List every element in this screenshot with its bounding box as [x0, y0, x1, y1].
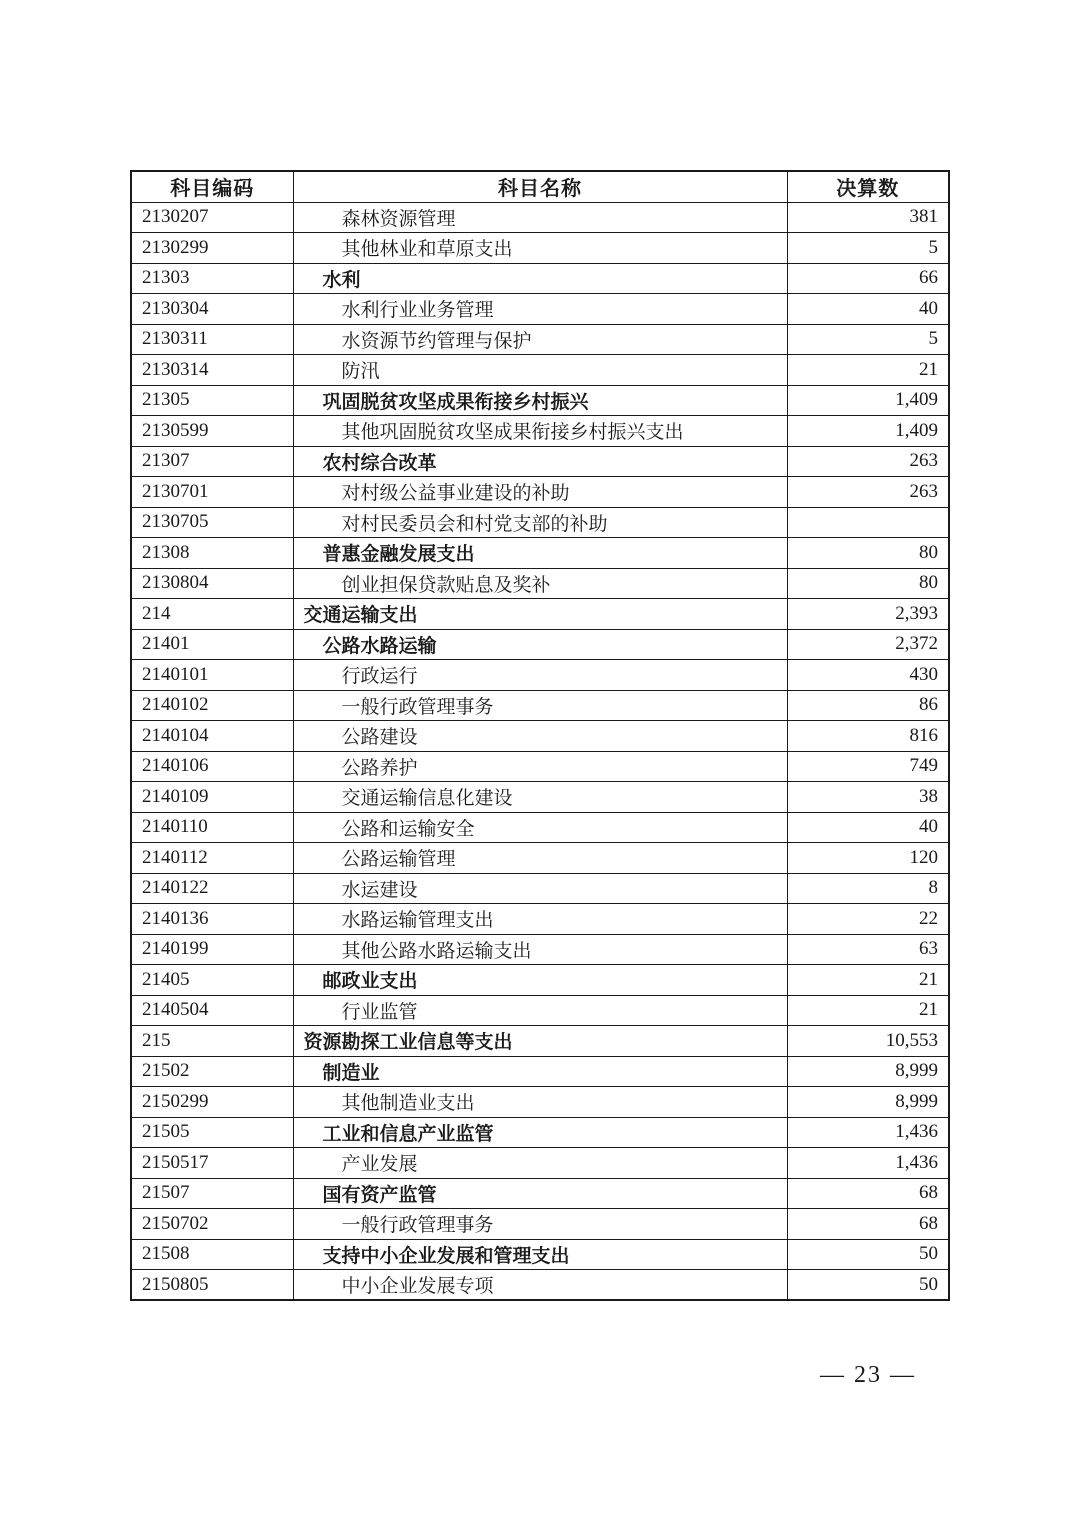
subject-code-cell: 2130599 — [131, 416, 293, 447]
table-row — [131, 233, 949, 264]
final-amount-cell: 749 — [787, 751, 949, 782]
final-amount-cell: 80 — [787, 568, 949, 599]
column-header-subject-code: 科目编码 — [131, 171, 293, 202]
table-row — [131, 568, 949, 599]
final-amount-cell: 8,999 — [787, 1087, 949, 1118]
subject-name-cell: 交通运输信息化建设 — [293, 782, 787, 813]
final-amount-cell: 63 — [787, 934, 949, 965]
table-row — [131, 355, 949, 386]
subject-code-cell: 21507 — [131, 1178, 293, 1209]
subject-name-cell: 邮政业支出 — [293, 965, 787, 996]
table-body — [131, 202, 949, 1300]
subject-name-cell: 行业监管 — [293, 995, 787, 1026]
subject-code-cell: 21307 — [131, 446, 293, 477]
final-amount-cell — [787, 507, 949, 538]
subject-name-cell: 防汛 — [293, 355, 787, 386]
final-amount-cell: 2,393 — [787, 599, 949, 630]
subject-code-cell: 2130314 — [131, 355, 293, 386]
final-amount-cell: 68 — [787, 1178, 949, 1209]
table-row — [131, 263, 949, 294]
subject-code-cell: 2130804 — [131, 568, 293, 599]
subject-name-cell: 巩固脱贫攻坚成果衔接乡村振兴 — [293, 385, 787, 416]
subject-name-cell: 一般行政管理事务 — [293, 690, 787, 721]
final-amount-cell: 86 — [787, 690, 949, 721]
subject-name-cell: 其他林业和草原支出 — [293, 233, 787, 264]
final-amount-cell: 8 — [787, 873, 949, 904]
final-amount-cell: 120 — [787, 843, 949, 874]
subject-code-cell: 214 — [131, 599, 293, 630]
subject-name-cell: 产业发展 — [293, 1148, 787, 1179]
table-row — [131, 812, 949, 843]
final-amount-cell: 5 — [787, 233, 949, 264]
subject-code-cell: 21508 — [131, 1239, 293, 1270]
subject-code-cell: 2140106 — [131, 751, 293, 782]
subject-name-cell: 公路建设 — [293, 721, 787, 752]
table-row — [131, 995, 949, 1026]
subject-name-cell: 行政运行 — [293, 660, 787, 691]
final-amount-cell: 1,409 — [787, 416, 949, 447]
subject-code-cell: 2140104 — [131, 721, 293, 752]
subject-code-cell: 2130207 — [131, 202, 293, 233]
final-amount-cell: 2,372 — [787, 629, 949, 660]
final-amount-cell: 816 — [787, 721, 949, 752]
page-number: — 23 — — [820, 1362, 916, 1388]
table-row — [131, 843, 949, 874]
final-amount-cell: 21 — [787, 995, 949, 1026]
final-amount-cell: 430 — [787, 660, 949, 691]
table-row — [131, 782, 949, 813]
final-amount-cell: 1,409 — [787, 385, 949, 416]
subject-code-cell: 2150702 — [131, 1209, 293, 1240]
subject-name-cell: 其他公路水路运输支出 — [293, 934, 787, 965]
subject-name-cell: 中小企业发展专项 — [293, 1270, 787, 1301]
table-row — [131, 1209, 949, 1240]
subject-code-cell: 2130705 — [131, 507, 293, 538]
column-header-subject-name: 科目名称 — [293, 171, 787, 202]
budget-accounts-table — [130, 170, 950, 1301]
subject-name-cell: 其他制造业支出 — [293, 1087, 787, 1118]
table-row — [131, 477, 949, 508]
subject-code-cell: 215 — [131, 1026, 293, 1057]
subject-code-cell: 2150517 — [131, 1148, 293, 1179]
table-row — [131, 873, 949, 904]
subject-name-cell: 公路和运输安全 — [293, 812, 787, 843]
final-amount-cell: 80 — [787, 538, 949, 569]
subject-name-cell: 一般行政管理事务 — [293, 1209, 787, 1240]
subject-code-cell: 21505 — [131, 1117, 293, 1148]
subject-code-cell: 2130311 — [131, 324, 293, 355]
final-amount-cell: 22 — [787, 904, 949, 935]
table-row — [131, 294, 949, 325]
subject-name-cell: 支持中小企业发展和管理支出 — [293, 1239, 787, 1270]
subject-name-cell: 创业担保贷款贴息及奖补 — [293, 568, 787, 599]
subject-name-cell: 其他巩固脱贫攻坚成果衔接乡村振兴支出 — [293, 416, 787, 447]
table-row — [131, 599, 949, 630]
subject-name-cell: 普惠金融发展支出 — [293, 538, 787, 569]
subject-name-cell: 制造业 — [293, 1056, 787, 1087]
table-row — [131, 1056, 949, 1087]
table-row — [131, 1026, 949, 1057]
final-amount-cell: 381 — [787, 202, 949, 233]
subject-name-cell: 水运建设 — [293, 873, 787, 904]
column-header-final-amount: 决算数 — [787, 171, 949, 202]
subject-code-cell: 2150299 — [131, 1087, 293, 1118]
table-row — [131, 721, 949, 752]
subject-code-cell: 2140101 — [131, 660, 293, 691]
table-row — [131, 934, 949, 965]
final-amount-cell: 50 — [787, 1239, 949, 1270]
subject-code-cell: 2150805 — [131, 1270, 293, 1301]
subject-name-cell: 水路运输管理支出 — [293, 904, 787, 935]
final-amount-cell: 8,999 — [787, 1056, 949, 1087]
final-amount-cell: 1,436 — [787, 1117, 949, 1148]
final-amount-cell: 50 — [787, 1270, 949, 1301]
final-amount-cell: 5 — [787, 324, 949, 355]
subject-name-cell: 对村级公益事业建设的补助 — [293, 477, 787, 508]
subject-code-cell: 2140110 — [131, 812, 293, 843]
subject-code-cell: 2140102 — [131, 690, 293, 721]
table-row — [131, 904, 949, 935]
subject-code-cell: 2130304 — [131, 294, 293, 325]
subject-name-cell: 资源勘探工业信息等支出 — [293, 1026, 787, 1057]
subject-code-cell: 21405 — [131, 965, 293, 996]
subject-name-cell: 水利 — [293, 263, 787, 294]
table-row — [131, 751, 949, 782]
table-row — [131, 1117, 949, 1148]
subject-code-cell: 2140136 — [131, 904, 293, 935]
subject-name-cell: 公路水路运输 — [293, 629, 787, 660]
subject-code-cell: 2140112 — [131, 843, 293, 874]
final-amount-cell: 68 — [787, 1209, 949, 1240]
subject-code-cell: 21502 — [131, 1056, 293, 1087]
subject-code-cell: 21303 — [131, 263, 293, 294]
table-row — [131, 690, 949, 721]
subject-code-cell: 2140122 — [131, 873, 293, 904]
subject-name-cell: 国有资产监管 — [293, 1178, 787, 1209]
table-row — [131, 1178, 949, 1209]
subject-code-cell: 2140504 — [131, 995, 293, 1026]
subject-name-cell: 水资源节约管理与保护 — [293, 324, 787, 355]
subject-code-cell: 2140109 — [131, 782, 293, 813]
subject-name-cell: 工业和信息产业监管 — [293, 1117, 787, 1148]
table-row — [131, 965, 949, 996]
final-amount-cell: 21 — [787, 355, 949, 386]
subject-name-cell: 公路养护 — [293, 751, 787, 782]
table-row — [131, 324, 949, 355]
table-row — [131, 538, 949, 569]
table-row — [131, 507, 949, 538]
final-amount-cell: 1,436 — [787, 1148, 949, 1179]
final-amount-cell: 66 — [787, 263, 949, 294]
subject-code-cell: 2130299 — [131, 233, 293, 264]
table-row — [131, 1239, 949, 1270]
table-row — [131, 660, 949, 691]
subject-name-cell: 交通运输支出 — [293, 599, 787, 630]
subject-name-cell: 公路运输管理 — [293, 843, 787, 874]
final-amount-cell: 263 — [787, 446, 949, 477]
final-amount-cell: 40 — [787, 812, 949, 843]
subject-name-cell: 农村综合改革 — [293, 446, 787, 477]
final-amount-cell: 263 — [787, 477, 949, 508]
table-row — [131, 385, 949, 416]
subject-name-cell: 森林资源管理 — [293, 202, 787, 233]
subject-code-cell: 21401 — [131, 629, 293, 660]
table-row — [131, 1148, 949, 1179]
subject-code-cell: 2130701 — [131, 477, 293, 508]
table-header-row — [131, 171, 949, 202]
subject-code-cell: 21308 — [131, 538, 293, 569]
table-row — [131, 446, 949, 477]
table-row — [131, 629, 949, 660]
subject-code-cell: 21305 — [131, 385, 293, 416]
final-amount-cell: 40 — [787, 294, 949, 325]
table-row — [131, 416, 949, 447]
table-row — [131, 1270, 949, 1301]
final-amount-cell: 10,553 — [787, 1026, 949, 1057]
subject-name-cell: 对村民委员会和村党支部的补助 — [293, 507, 787, 538]
final-amount-cell: 38 — [787, 782, 949, 813]
table-row — [131, 202, 949, 233]
final-amount-cell: 21 — [787, 965, 949, 996]
table-row — [131, 1087, 949, 1118]
subject-name-cell: 水利行业业务管理 — [293, 294, 787, 325]
subject-code-cell: 2140199 — [131, 934, 293, 965]
